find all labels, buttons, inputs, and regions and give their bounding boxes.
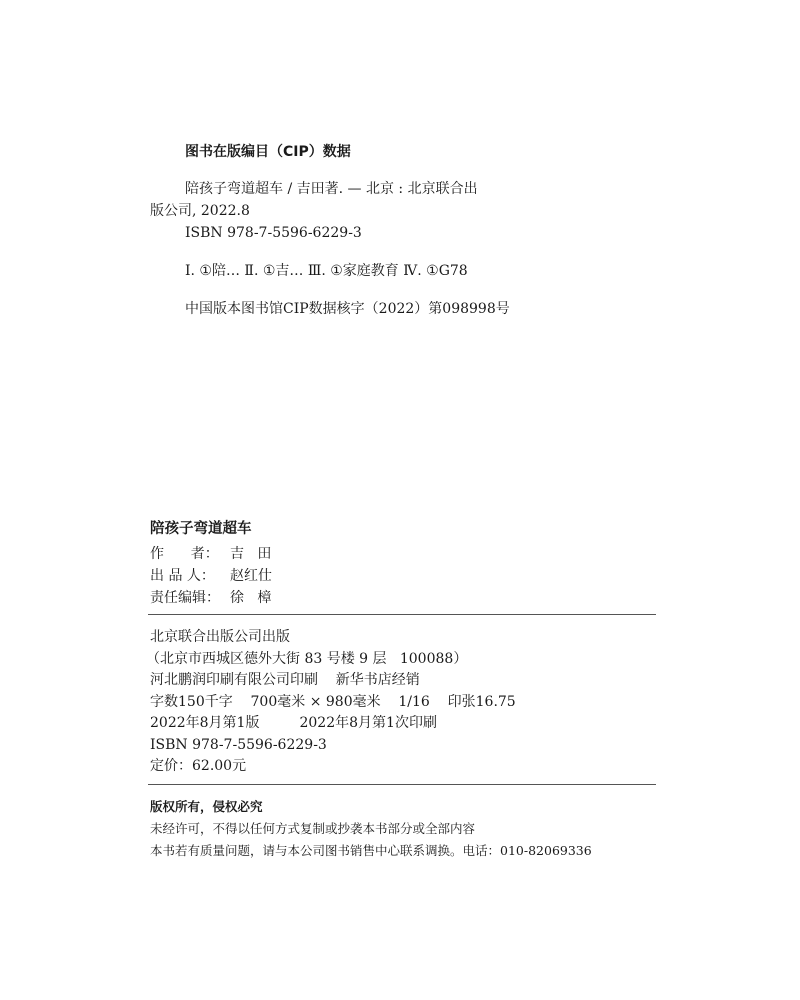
editor-name: 徐 樟 [230, 590, 272, 606]
cip-heading: 图书在版编目（CIP）数据 [185, 144, 351, 160]
editor-line [150, 589, 271, 607]
book-specs: 字数150千字 700毫米 × 980毫米 1/16 印张16.75 [150, 694, 516, 710]
producer-name: 赵红仕 [230, 568, 272, 584]
cip-bibliographic-line-1: 陪孩子弯道超车 / 吉田著. — 北京 : 北京联合出 [185, 181, 478, 197]
book-title: 陪孩子弯道超车 [150, 521, 252, 537]
cip-isbn: ISBN 978-7-5596-6229-3 [185, 225, 362, 241]
cip-classification: Ⅰ. ①陪… Ⅱ. ①吉… Ⅲ. ①家庭教育 Ⅳ. ①G78 [185, 263, 468, 279]
producer-line [150, 567, 272, 585]
price: 定价：62.00元 [150, 758, 247, 774]
printer-distributor: 河北鹏润印刷有限公司印刷 新华书店经销 [150, 672, 420, 688]
edition-info: 2022年8月第1版 2022年8月第1次印刷 [150, 715, 437, 731]
cip-core-number: 中国版本图书馆CIP数据核字（2022）第098998号 [185, 301, 510, 317]
author-label: 作 者： [150, 546, 219, 562]
divider-top [148, 614, 656, 615]
producer-label: 出 品 人： [150, 568, 215, 584]
cip-bibliographic-line-2: 版公司, 2022.8 [150, 203, 250, 219]
editor-label: 责任编辑： [150, 590, 220, 606]
quality-contact: 本书若有质量问题，请与本公司图书销售中心联系调换。电话：010-82069336 [150, 843, 592, 858]
publication-isbn: ISBN 978-7-5596-6229-3 [150, 737, 327, 753]
divider-bottom [148, 784, 656, 785]
author-name: 吉 田 [230, 546, 272, 562]
author-line [150, 545, 271, 563]
publisher-address: （北京市西城区德外大街 83 号楼 9 层 100088） [146, 651, 468, 667]
copyright-notice: 未经许可，不得以任何方式复制或抄袭本书部分或全部内容 [150, 821, 476, 836]
copyright-heading: 版权所有，侵权必究 [150, 799, 263, 814]
publisher: 北京联合出版公司出版 [150, 629, 290, 645]
